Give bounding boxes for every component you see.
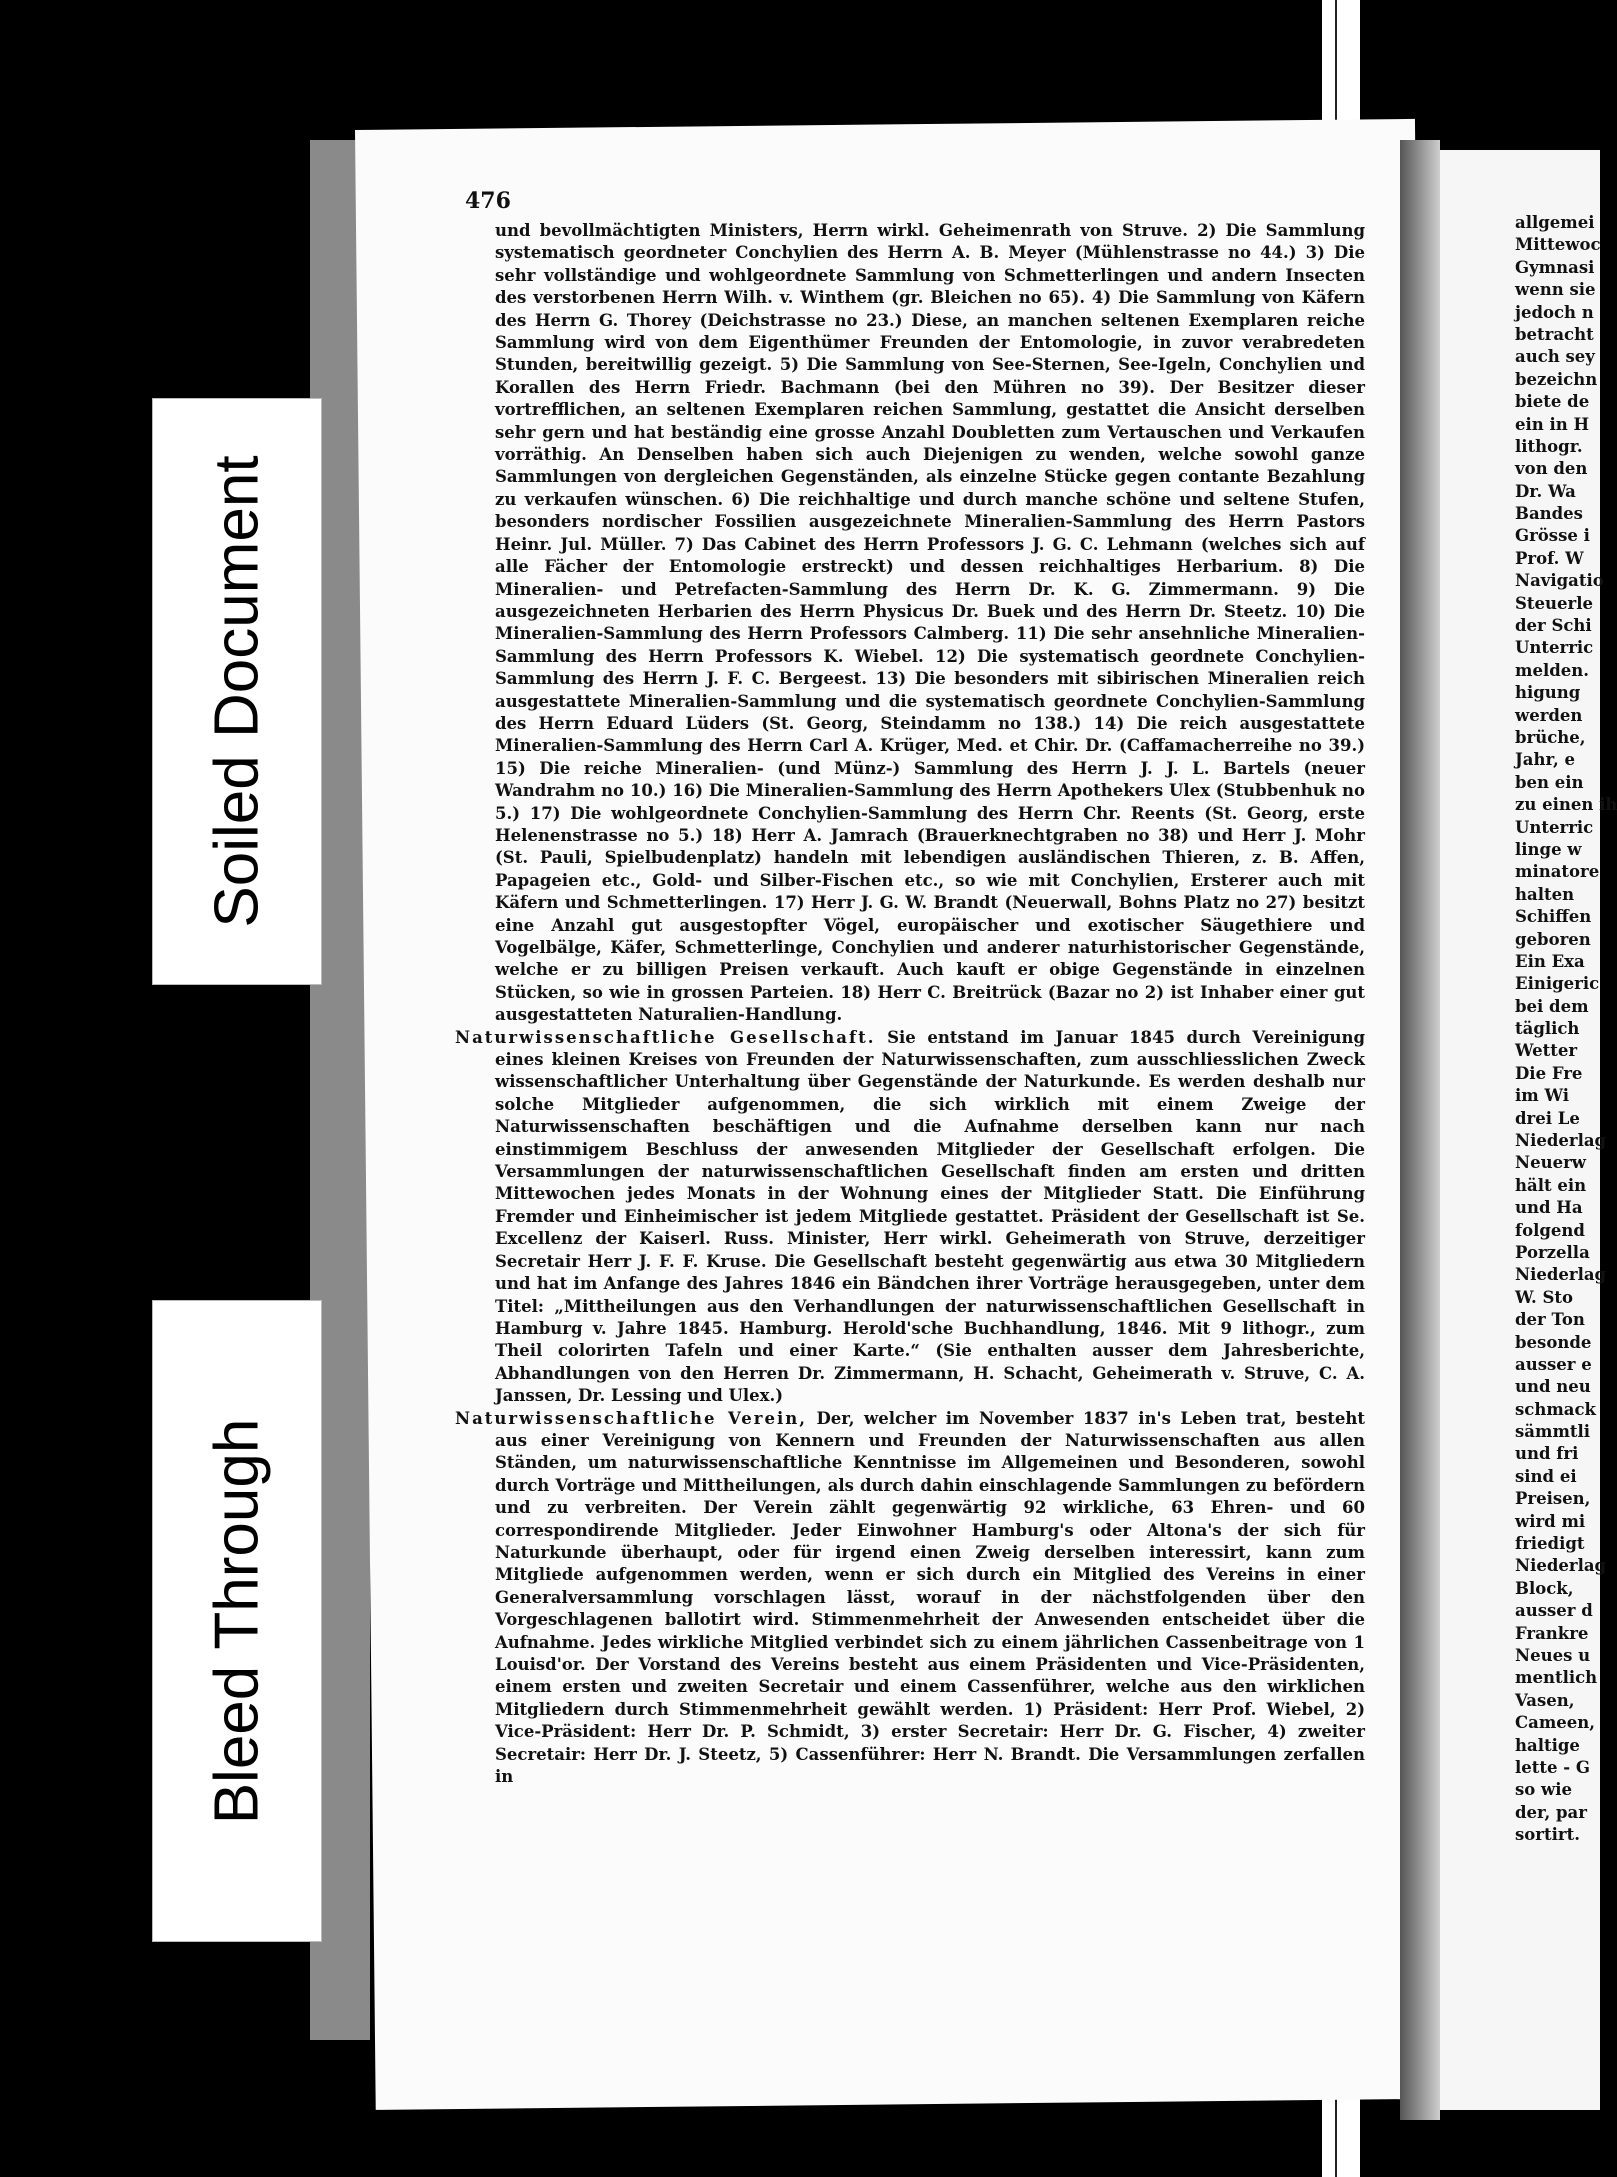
right-page-line: ausser d [1515, 1601, 1593, 1621]
entry-gesellschaft [455, 1027, 1365, 1408]
right-page-line: ausser e [1515, 1354, 1592, 1374]
right-page-line: Niederlag [1515, 1265, 1607, 1285]
right-page-line: auch sey [1515, 347, 1595, 367]
right-page-line: folgend [1515, 1220, 1585, 1240]
label-bleed-text: Bleed Through [202, 1418, 272, 1824]
right-page-line: Schiffen [1515, 907, 1592, 927]
right-page-line: Ein Exa [1515, 951, 1585, 971]
right-page-line: ben ein [1515, 772, 1584, 792]
right-page-line: Gymnasi [1515, 257, 1595, 277]
entry-text: Der, welcher im November 1837 in's Leben trat, besteht aus einer Vereinigung von Kennern und Freunden der Naturwissenschaften aus allen Ständen, um naturwissenschaftliche Kenntnisse im Allgemeinen und Besonderen, sowohl durch Vorträge und Mittheilungen, als durch dahin einschlagende Sammlungen zu befördern und zu verbreiten. Der Verein zählt gegenwärtig 92 wirkliche, 63 Ehren- und 60 correspondirende Mitglieder. Jeder Einwohner Hamburg's oder Altona's der sich für Naturkunde überhaupt, oder für irgend einen Zweig derselben interessirt, kann zum Mitgliede aufgenommen werden, wenn er sich durch ein Mitglied des Vereins in einer Generalversammlung vorschlagen lässt, worauf in der nächstfolgenden über den Vorgeschlagenen ballotirt wird. Stimmenmehrheit der Anwesenden entscheidet über die Aufnahme. Jedes wirkliche Mitglied verbindet sich zu einem jährlichen Cassenbeitrage von 1 Louisd'or. Der Vorstand des Vereins besteht aus einem Präsidenten und Vice-Präsidenten, einem ersten und zweiten Secretair und einem Cassenführer, welche aus den wirklichen Mitgliedern durch Stimmenmehrheit gewählt werden. 1) Präsident: Herr Prof. Wiebel, 2) Vice-Präsident: Herr Dr. P. Schmidt, 3) erster Secretair: Herr Dr. G. Fischer, 4) zweiter Secretair: Herr Dr. J. Steetz, 5) Cassenführer: Herr N. Brandt. Die Versammlungen zerfallen in [495, 1408, 1365, 1787]
right-page-line: von den [1515, 459, 1588, 479]
right-page-line: Niederlag [1515, 1556, 1607, 1576]
label-soiled-text: Soiled Document [202, 455, 272, 928]
right-page-line: minatore [1515, 862, 1600, 882]
right-page-line: bezeichn [1515, 369, 1598, 389]
right-page-line: wenn sie [1515, 280, 1596, 300]
right-page-line: mentlich [1515, 1668, 1598, 1688]
right-page-line: schmack [1515, 1399, 1596, 1419]
right-page-line: Neues u [1515, 1646, 1591, 1665]
book-gutter [1400, 140, 1440, 2120]
entry-heading: Naturwissenschaftliche Verein, [455, 1408, 807, 1428]
right-page-line: Porzella [1515, 1242, 1590, 1262]
right-page-line: Neuerw [1515, 1153, 1586, 1173]
right-page-line: täglich [1515, 1019, 1580, 1039]
right-page-line: halten [1515, 884, 1575, 904]
label-bleed-through [152, 1300, 322, 1942]
entry-verein [455, 1408, 1365, 1789]
right-page-line: und fri [1515, 1444, 1579, 1464]
right-page-line: der, par [1515, 1802, 1587, 1822]
entry-heading: Naturwissenschaftliche Gesellschaft. [455, 1027, 876, 1047]
right-page-line: W. Sto [1515, 1287, 1573, 1307]
right-page-line: Vasen, [1515, 1690, 1575, 1710]
page-number: 476 [465, 188, 511, 214]
right-page-line: lithogr. [1515, 436, 1583, 456]
right-page-line: Frankre [1515, 1623, 1589, 1643]
right-page-line: Preisen, [1515, 1489, 1591, 1509]
right-page-line: bei dem [1515, 996, 1589, 1016]
right-page-line: sämmtli [1515, 1422, 1591, 1442]
right-page-line: Die Fre [1515, 1063, 1583, 1083]
right-page-line: Niederlag [1515, 1131, 1607, 1151]
right-page-line: betracht [1515, 324, 1594, 344]
right-page-line: der Ton [1515, 1310, 1585, 1330]
right-page-line: lette - G [1515, 1757, 1590, 1777]
right-page-line: Steuerle [1515, 593, 1593, 613]
right-page-line: sind ei [1515, 1466, 1577, 1486]
entry-text: Sie entstand im Januar 1845 durch Vereinigung eines kleinen Kreises von Freunden der Naturwissenschaften, zum ausschliesslichen Zweck wissenschaftlicher Unterhaltung über Gegenstände der Naturkunde. Es werden deshalb nur solche Mitglieder aufgenommen, die sich wirklich mit einem Zweige der Naturwissenschaften beschäftigen und die Aufnahme derselben kann nur nach einstimmigem Beschluss der anwesenden Mitglieder der Gesellschaft erfolgen. Die Versammlungen der naturwissenschaftlichen Gesellschaft finden am ersten und dritten Mittewochen jedes Monats in der Wohnung eines der Mitglieder Statt. Die Einführung Fremder und Einheimischer ist jedem Mitgliede gestattet. Präsident der Gesellschaft ist Se. Excellenz der Kaiserl. Russ. Minister, Herr wirkl. Geheimerath von Struve, derzeitiger Secretair Herr J. F. F. Kruse. Die Gesellschaft besteht gegenwärtig aus etwa 30 Mitgliedern und hat im Anfange des Jahres 1846 ein Bändchen ihrer Vorträge herausgegeben, unter dem Titel: „Mittheilungen aus den Verhandlungen der naturwissenschaftlichen Gesellschaft in Hamburg v. Jahre 1845. Hamburg. Herold'sche Buchhandlung, 1846. Mit 9 lithogr., zum Theil colorirten Tafeln und einer Karte.“ (Sie enthalten ausser dem Jahresberichte, Abhandlungen von den Herren Dr. Zimmermann, H. Schacht, Geheimerath v. Struve, C. A. Janssen, Dr. Lessing und Ulex.) [495, 1027, 1366, 1406]
page-body [455, 220, 1365, 1788]
right-page-line: werden [1515, 705, 1583, 725]
right-page-line: Navigatio [1515, 571, 1604, 591]
right-page-line: melden. [1515, 660, 1590, 680]
right-page-line: Cameen, [1515, 1713, 1596, 1733]
right-page-line: drei Le [1515, 1108, 1580, 1128]
right-page-line: geboren [1515, 929, 1591, 949]
right-page-line: so wie [1515, 1780, 1573, 1800]
right-page-line: Einigeric [1515, 974, 1600, 994]
right-page-line: hält ein [1515, 1175, 1587, 1195]
right-page-line: Jahr, e [1515, 750, 1575, 770]
right-page-line: im Wi [1515, 1086, 1569, 1106]
right-page-line: und neu [1515, 1377, 1591, 1397]
right-page-line: der Schi [1515, 616, 1592, 636]
right-page-line: Block, [1515, 1578, 1574, 1598]
right-page-line: Grösse i [1515, 526, 1590, 546]
right-page-line: jedoch n [1515, 302, 1594, 322]
right-page-line: allgemei [1515, 213, 1595, 232]
right-page-line: Unterric [1515, 638, 1594, 658]
paragraph-collections: und bevollmächtigten Ministers, Herrn wirkl. Geheimenrath von Struve. 2) Die Sammlung systematisch geordneter Conchylien des Herrn A. B. Meyer (Mühlenstrasse no 44.) 3) Die sehr vollständige und wohlgeordnete Sammlung von Schmetterlingen und andern Insecten des verstorbenen Herrn Wilh. v. Winthem (gr. Bleichen no 65). 4) Die Sammlung von Käfern des Herrn G. Thorey (Deichstrasse no 23.) Diese, an manchen seltenen Exemplaren reiche Sammlung wird von dem Eigenthümer Freunden der Entomologie, in zuvor verabredeten Stunden, bereitwillig gezeigt. 5) Die Sammlung von See-Sternen, See-Igeln, Conchylien und Korallen des Herrn Friedr. Bachmann (bei den Mühren no 39). Der Besitzer dieser vortrefflichen, an seltenen Exemplaren reichen Sammlung, gestattet die Ansicht derselben sehr gern und hat beständig eine grosse Anzahl Doubletten zum Vertauschen und Verkaufen vorräthig. An Denselben haben sich auch Diejenigen zu wenden, welche sowohl ganze Sammlungen von dergleichen Gegenständen, als einzelne Stücke gegen contante Bezahlung zu verkaufen wünschen. 6) Die reichhaltige und durch manche schöne und seltene Stufen, besonders nordischer Fossilien ausgezeichnete Mineralien-Sammlung des Herrn Pastors Heinr. Jul. Müller. 7) Das Cabinet des Herrn Professors J. G. C. Lehmann (welches sich auf alle Fächer der Entomologie erstreckt) und dessen reichhaltiges Herbarium. 8) Die Mineralien- und Petrefacten-Sammlung des Herrn Dr. K. G. Zimmermann. 9) Die ausgezeichneten Herbarien des Herrn Physicus Dr. Buek und des Herrn Dr. Steetz. 10) Die Mineralien-Sammlung des Herrn Professors Calmberg. 11) Die sehr ansehnliche Mineralien-Sammlung des Herrn Professors K. Wiebel. 12) Die systematisch geordnete Conchylien-Sammlung des Herrn J. F. C. Bergeest. 13) Die besonders mit sibirischen Mineralien reich ausgestattete Mineralien-Sammlung und die systematisch geordnete Conchylien-Sammlung des Herrn Eduard Lüders (St. Georg, Steindamm no 138.) 14) Die reich ausgestattete Mineralien-Sammlung des Herrn Carl A. Krüger, Med. et Chir. Dr. (Caffamacherreihe no 39.) 15) Die reiche Mineralien- (und Münz-) Sammlung des Herrn J. J. L. Bartels (neuer Wandrahm no 10.) 16) Die Mineralien-Sammlung des Herrn Apothekers Ulex (Stubbenhuk no 5.) 17) Die wohlgeordnete Conchylien-Sammlung des Herrn Chr. Reents (St. Georg, erste Helenenstrasse no 5.) 18) Herr A. Jamrach (Brauerknechtgraben no 38) und Herr J. Mohr (St. Pauli, Spielbudenplatz) handeln mit lebendigen ausländischen Thieren, z. B. Affen, Papageien etc., Gold- und Silber-Fischen etc., so wie mit Conchylien, Ersterer auch mit Käfern und Schmetterlingen. 17) Herr J. G. W. Brandt (Neuerwall, Bohns Platz no 27) besitzt eine Anzahl gut ausgestopfter Vögel, europäischer und exotischer Säugethiere und Vogelbälge, Käfer, Schmetterlinge, Conchylien und anderer naturhistorischer Gegenstände, welche er zu billigen Preisen verkauft. Auch kauft er obige Gegenstände in einzelnen Stücken, so wie in grossen Parteien. 18) Herr C. Breitrück (Bazar no 2) ist Inhaber einer gut ausgestatteten Naturalien-Handlung. [495, 221, 1365, 1025]
right-page-line: higung [1515, 683, 1581, 703]
label-soiled-document [152, 398, 322, 985]
right-page-line: biete de [1515, 392, 1590, 412]
right-page-line: und Ha [1515, 1198, 1583, 1218]
right-page-line: Bandes [1515, 504, 1583, 524]
right-page-line: Prof. W [1515, 548, 1584, 568]
right-page-line: linge w [1515, 839, 1582, 859]
right-page-line: Mittewoc [1515, 235, 1601, 255]
right-page-line: sortirt. [1515, 1825, 1580, 1845]
right-page-line: Dr. Wa [1515, 481, 1576, 501]
right-page-line: ein in H [1515, 414, 1590, 434]
right-page-line: wird mi [1515, 1511, 1586, 1531]
right-page-line: besonde [1515, 1332, 1592, 1352]
right-page-line: friedigt [1515, 1534, 1585, 1554]
right-page-line: Wetter [1515, 1041, 1578, 1061]
right-page-text [1515, 212, 1617, 1847]
right-page-line: Unterric [1515, 817, 1594, 837]
right-page-line: brüche, [1515, 727, 1586, 747]
right-page-line: haltige [1515, 1735, 1580, 1755]
right-page-line: zu einen ih [1515, 795, 1617, 815]
